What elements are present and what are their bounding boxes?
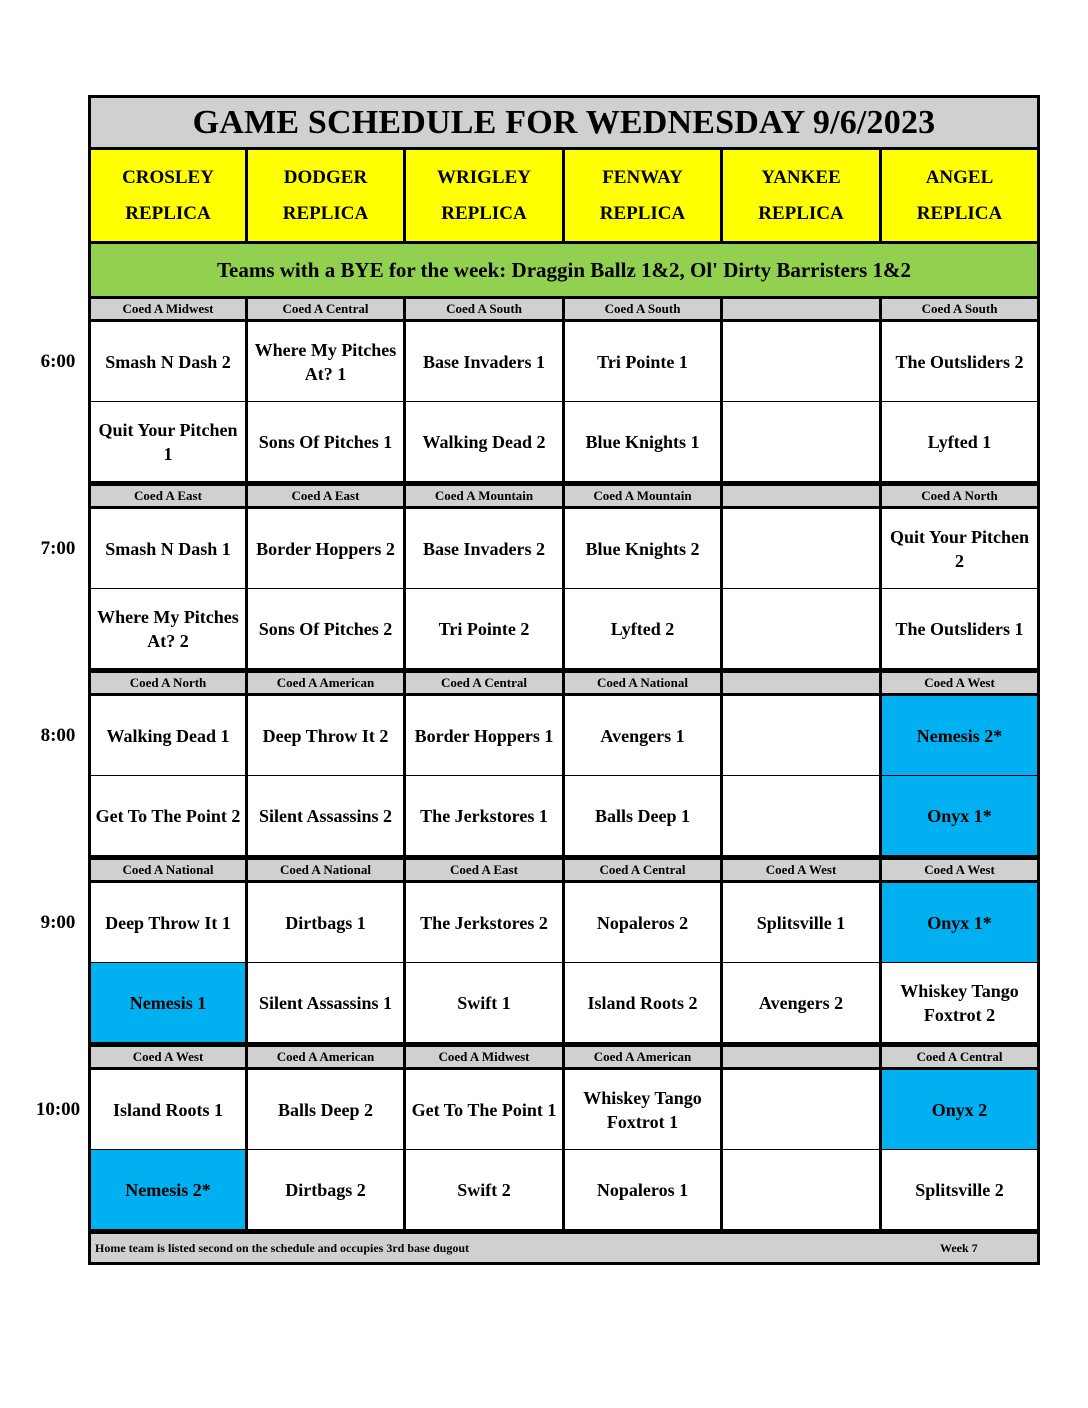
home-team: Splitsville 2 xyxy=(882,1150,1037,1229)
home-team xyxy=(723,589,879,668)
home-team xyxy=(723,776,879,855)
home-team: Quit Your Pitchen 1 xyxy=(91,402,245,481)
field-subtitle: REPLICA xyxy=(441,202,527,224)
division-label: Coed A Central xyxy=(882,1047,1037,1067)
home-team: Onyx 1* xyxy=(882,776,1037,855)
home-team xyxy=(723,402,879,481)
home-team xyxy=(723,1150,879,1229)
division-label: Coed A West xyxy=(723,860,879,880)
division-label: Coed A West xyxy=(882,673,1037,693)
away-team: Dirtbags 1 xyxy=(248,883,403,962)
home-team: Avengers 2 xyxy=(723,963,879,1042)
away-team: Balls Deep 2 xyxy=(248,1070,403,1149)
away-team: Tri Pointe 1 xyxy=(565,322,720,401)
home-team: Sons Of Pitches 1 xyxy=(248,402,403,481)
division-label: Coed A South xyxy=(406,299,562,319)
footer-note: Home team is listed second on the schedule and occupies 3rd base dugout xyxy=(91,1234,1037,1262)
away-team: Border Hoppers 2 xyxy=(248,509,403,588)
away-team: Smash N Dash 1 xyxy=(91,509,245,588)
field-name: YANKEE xyxy=(761,166,841,188)
division-label: Coed A Central xyxy=(248,299,403,319)
away-team xyxy=(723,696,879,775)
home-team: Silent Assassins 1 xyxy=(248,963,403,1042)
division-label: Coed A National xyxy=(248,860,403,880)
division-label: Coed A American xyxy=(248,673,403,693)
schedule-sheet xyxy=(88,95,1040,1265)
division-label: Coed A Central xyxy=(565,860,720,880)
time-label: 10:00 xyxy=(35,1099,81,1120)
away-team: Island Roots 1 xyxy=(91,1070,245,1149)
division-label: Coed A East xyxy=(248,486,403,506)
division-label: Coed A North xyxy=(882,486,1037,506)
division-label: Coed A American xyxy=(248,1047,403,1067)
home-team: The Outsliders 1 xyxy=(882,589,1037,668)
field-header xyxy=(248,150,403,241)
field-name: WRIGLEY xyxy=(437,166,531,188)
away-team: Quit Your Pitchen 2 xyxy=(882,509,1037,588)
home-team: Nopaleros 1 xyxy=(565,1150,720,1229)
home-team: Lyfted 2 xyxy=(565,589,720,668)
away-team: Nemesis 2* xyxy=(882,696,1037,775)
away-team: Smash N Dash 2 xyxy=(91,322,245,401)
division-label: Coed A National xyxy=(91,860,245,880)
away-team: Where My Pitches At? 1 xyxy=(248,322,403,401)
home-team: Blue Knights 1 xyxy=(565,402,720,481)
division-label xyxy=(723,299,879,319)
away-team: Walking Dead 1 xyxy=(91,696,245,775)
field-subtitle: REPLICA xyxy=(599,202,686,224)
field-name: CROSLEY xyxy=(122,166,214,188)
division-label xyxy=(723,673,879,693)
field-header xyxy=(882,150,1037,241)
division-label: Coed A Midwest xyxy=(406,1047,562,1067)
time-label: 7:00 xyxy=(40,538,76,559)
away-team: The Jerkstores 2 xyxy=(406,883,562,962)
field-name: DODGER xyxy=(283,166,368,188)
away-team: Base Invaders 1 xyxy=(406,322,562,401)
field-subtitle: REPLICA xyxy=(916,202,1003,224)
home-team: Swift 2 xyxy=(406,1150,562,1229)
bye-banner: Teams with a BYE for the week: Draggin Ballz 1&2, Ol' Dirty Barristers 1&2 xyxy=(91,244,1037,296)
away-team: Avengers 1 xyxy=(565,696,720,775)
field-header xyxy=(406,150,562,241)
division-label: Coed A Mountain xyxy=(565,486,720,506)
away-team: Deep Throw It 1 xyxy=(91,883,245,962)
home-team: Walking Dead 2 xyxy=(406,402,562,481)
field-header xyxy=(565,150,720,241)
division-label: Coed A East xyxy=(91,486,245,506)
week-label: Week 7 xyxy=(940,1241,978,1255)
home-team: Whiskey Tango Foxtrot 2 xyxy=(882,963,1037,1042)
home-team: Where My Pitches At? 2 xyxy=(91,589,245,668)
division-label: Coed A East xyxy=(406,860,562,880)
division-label: Coed A National xyxy=(565,673,720,693)
home-team: Get To The Point 2 xyxy=(91,776,245,855)
away-team: Base Invaders 2 xyxy=(406,509,562,588)
field-name: ANGEL xyxy=(925,166,994,188)
away-team: Get To The Point 1 xyxy=(406,1070,562,1149)
away-team: The Outsliders 2 xyxy=(882,322,1037,401)
away-team: Border Hoppers 1 xyxy=(406,696,562,775)
page-title: GAME SCHEDULE FOR WEDNESDAY 9/6/2023 xyxy=(91,98,1037,147)
division-label: Coed A Central xyxy=(406,673,562,693)
field-subtitle: REPLICA xyxy=(758,202,844,224)
division-label: Coed A South xyxy=(565,299,720,319)
away-team xyxy=(723,322,879,401)
field-subtitle: REPLICA xyxy=(282,202,369,224)
away-team: Blue Knights 2 xyxy=(565,509,720,588)
away-team: Onyx 1* xyxy=(882,883,1037,962)
division-label: Coed A South xyxy=(882,299,1037,319)
division-label xyxy=(723,486,879,506)
away-team xyxy=(723,509,879,588)
away-team: Deep Throw It 2 xyxy=(248,696,403,775)
division-label: Coed A North xyxy=(91,673,245,693)
home-team: Lyfted 1 xyxy=(882,402,1037,481)
division-label: Coed A American xyxy=(565,1047,720,1067)
time-label: 9:00 xyxy=(40,912,76,933)
field-header xyxy=(723,150,879,241)
home-team: Dirtbags 2 xyxy=(248,1150,403,1229)
home-team: Silent Assassins 2 xyxy=(248,776,403,855)
home-team: The Jerkstores 1 xyxy=(406,776,562,855)
away-team: Nopaleros 2 xyxy=(565,883,720,962)
division-label: Coed A West xyxy=(882,860,1037,880)
field-header xyxy=(91,150,245,241)
division-label xyxy=(723,1047,879,1067)
division-label: Coed A West xyxy=(91,1047,245,1067)
home-team: Tri Pointe 2 xyxy=(406,589,562,668)
home-team: Swift 1 xyxy=(406,963,562,1042)
home-team: Sons Of Pitches 2 xyxy=(248,589,403,668)
time-label: 6:00 xyxy=(40,351,76,372)
home-team: Nemesis 2* xyxy=(91,1150,245,1229)
home-team: Island Roots 2 xyxy=(565,963,720,1042)
home-team: Balls Deep 1 xyxy=(565,776,720,855)
away-team: Whiskey Tango Foxtrot 1 xyxy=(565,1070,720,1149)
division-label: Coed A Mountain xyxy=(406,486,562,506)
field-name: FENWAY xyxy=(602,166,683,188)
away-team: Onyx 2 xyxy=(882,1070,1037,1149)
home-team: Nemesis 1 xyxy=(91,963,245,1042)
time-label: 8:00 xyxy=(40,725,76,746)
division-label: Coed A Midwest xyxy=(91,299,245,319)
away-team xyxy=(723,1070,879,1149)
away-team: Splitsville 1 xyxy=(723,883,879,962)
field-subtitle: REPLICA xyxy=(125,202,211,224)
